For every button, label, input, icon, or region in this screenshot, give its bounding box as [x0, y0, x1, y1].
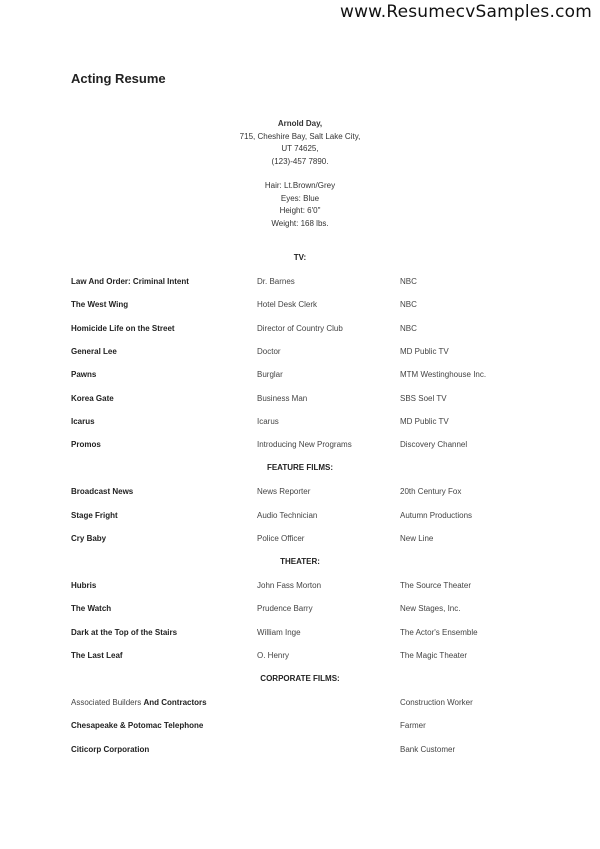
contact-block	[0, 118, 600, 168]
credit-role: Construction Worker	[400, 698, 473, 707]
credit-title: Citicorp Corporation	[71, 745, 150, 754]
credit-row	[0, 698, 600, 710]
credit-title: Chesapeake & Potomac Telephone	[71, 721, 204, 730]
credit-title: Korea Gate	[71, 394, 114, 403]
credit-title-part-2: And Contractors	[143, 698, 207, 707]
credit-company: NBC	[400, 277, 417, 286]
credit-company: Discovery Channel	[400, 440, 468, 449]
credit-role: Dr. Barnes	[257, 277, 295, 286]
credit-row	[0, 581, 600, 593]
credit-row	[0, 534, 600, 546]
credit-company: New Stages, Inc.	[400, 604, 461, 613]
address-line-2: UT 74625,	[281, 144, 319, 153]
credit-role: News Reporter	[257, 487, 311, 496]
credit-company: NBC	[400, 324, 417, 333]
credit-role: Director of Country Club	[257, 324, 343, 333]
credit-title: The Watch	[71, 604, 112, 613]
credit-role: Doctor	[257, 347, 281, 356]
credit-title: The Last Leaf	[71, 651, 123, 660]
credit-row	[0, 347, 600, 359]
credit-role: Burglar	[257, 370, 283, 379]
credit-role: Police Officer	[257, 534, 305, 543]
credit-row	[0, 440, 600, 452]
credit-role: Icarus	[257, 417, 279, 426]
credit-company: New Line	[400, 534, 434, 543]
height-stat: Height: 6'0"	[279, 206, 321, 215]
credit-title: Promos	[71, 440, 101, 449]
credit-title-part-1: Associated Builders	[71, 698, 144, 707]
credit-company: 20th Century Fox	[400, 487, 462, 496]
credit-row	[0, 604, 600, 616]
credit-role: Bank Customer	[400, 745, 456, 754]
credit-title: General Lee	[71, 347, 117, 356]
credit-row	[0, 511, 600, 523]
credit-company: MD Public TV	[400, 347, 449, 356]
credit-company: MTM Westinghouse Inc.	[400, 370, 487, 379]
credit-row	[0, 628, 600, 640]
credit-title: Law And Order: Criminal Intent	[71, 277, 189, 286]
credit-title: Pawns	[71, 370, 97, 379]
credit-row	[0, 277, 600, 289]
feature-films-heading: FEATURE FILMS:	[266, 463, 334, 472]
address-line-1: 715, Cheshire Bay, Salt Lake City,	[239, 131, 361, 141]
credit-role: Farmer	[400, 721, 426, 730]
credit-title: The West Wing	[71, 300, 129, 309]
weight-stat: Weight: 168 lbs.	[271, 218, 329, 228]
credit-title	[71, 698, 207, 707]
physical-stats	[0, 180, 600, 230]
credit-company: The Actor's Ensemble	[400, 628, 478, 637]
credit-row	[0, 745, 600, 757]
credit-company: The Source Theater	[400, 581, 472, 590]
credit-title: Cry Baby	[71, 534, 107, 543]
credit-company: The Magic Theater	[400, 651, 467, 660]
credit-row	[0, 651, 600, 663]
hair-stat: Hair: Lt.Brown/Grey	[264, 181, 336, 190]
credit-title: Dark at the Top of the Stairs	[71, 628, 178, 637]
actor-name: Arnold Day,	[277, 119, 323, 128]
credit-row	[0, 417, 600, 429]
credit-role: Audio Technician	[257, 511, 318, 520]
credit-title: Homicide Life on the Street	[71, 324, 175, 333]
credit-title: Broadcast News	[71, 487, 134, 496]
credit-row	[0, 487, 600, 499]
page-title: Acting Resume	[71, 71, 166, 86]
credit-role: Hotel Desk Clerk	[257, 300, 318, 309]
phone-number: (123)-457 7890.	[271, 156, 329, 166]
corporate-films-heading: CORPORATE FILMS:	[260, 674, 340, 683]
credit-role: John Fass Morton	[257, 581, 322, 590]
credit-company: MD Public TV	[400, 417, 449, 426]
eyes-stat: Eyes: Blue	[280, 193, 320, 203]
credit-row	[0, 394, 600, 406]
credit-title: Hubris	[71, 581, 97, 590]
site-watermark: www.ResumecvSamples.com	[339, 2, 592, 22]
credit-role: Business Man	[257, 394, 308, 403]
credit-title: Icarus	[71, 417, 95, 426]
tv-heading: TV:	[293, 253, 307, 262]
credit-row	[0, 370, 600, 382]
credit-role: Introducing New Programs	[257, 440, 352, 449]
credit-company: NBC	[400, 300, 417, 309]
credit-role: O. Henry	[257, 651, 290, 660]
credit-row	[0, 324, 600, 336]
credit-row	[0, 300, 600, 312]
theater-heading: THEATER:	[280, 557, 320, 566]
credit-row	[0, 721, 600, 733]
credit-company: Autumn Productions	[400, 511, 473, 520]
credit-role: Prudence Barry	[257, 604, 313, 613]
credit-role: William Inge	[257, 628, 301, 637]
credit-title: Stage Fright	[71, 511, 118, 520]
credit-company: SBS Soel TV	[400, 394, 447, 403]
